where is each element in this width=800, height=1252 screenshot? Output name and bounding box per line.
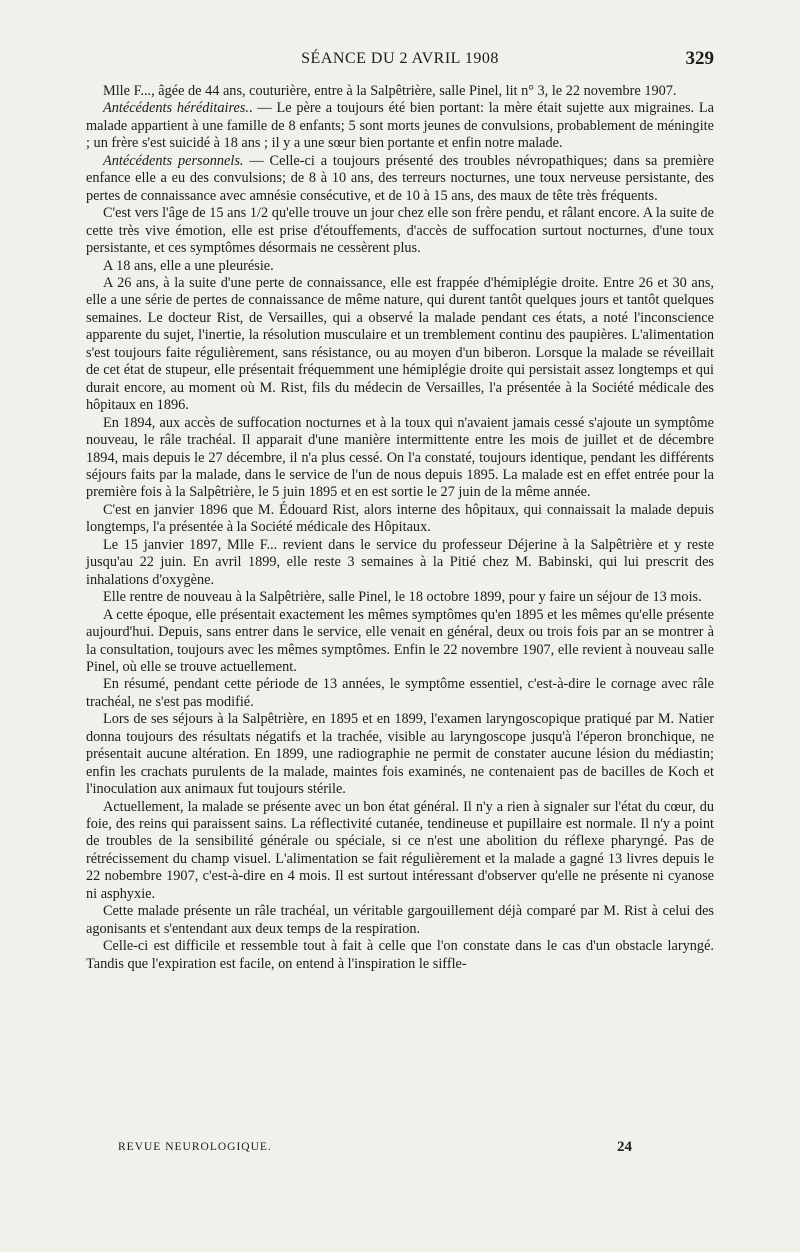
paragraph-text: A cette époque, elle présentait exactement les mêmes symptômes qu'en 1895 et les mêmes qu'elle présente aujourd'hui. Depuis, sans entrer dans le service, elle venait en général, deux ou trois fois par an se montrer à la consultation, toujours avec les mêmes symptômes. Enfin le 22 novembre 1907, elle revient à nouveau salle Pinel, où elle se trouve actuellement. xyxy=(86,606,714,675)
paragraph xyxy=(86,258,714,275)
section-lead: Antécédents héréditaires. xyxy=(103,100,250,117)
paragraph xyxy=(86,83,714,100)
running-head xyxy=(86,44,714,72)
paragraph-text: A 26 ans, à la suite d'une perte de connaissance, elle est frappée d'hémiplégie droite. Entre 26 et 30 ans, elle a une série de pertes de connaissance de même nature, qui durent tantôt quelques jours et tantôt quelques semaines. Le docteur Rist, de Versailles, qui a observé la malade pendant ces états, a noté l'inconscience apparente du sujet, l'inertie, la résolution musculaire et un tremblement continu des paupières. L'alimentation s'est toujours faite régulièrement, sans résistance, ou au moyen d'un biberon. Lorsque la malade se réveillait de cet état de stupeur, elle présentait fréquemment une hémiplégie droite qui persistait assez longtemps et qui durait encore, au moment où M. Rist, fils du médecin de Versailles, l'a présentée à la Société médicale des hôpitaux en 1896. xyxy=(86,274,714,414)
paragraph-text: C'est vers l'âge de 15 ans 1/2 qu'elle trouve un jour chez elle son frère pendu, et râlant encore. A la suite de cette très vive émotion, elle est prise d'étouffements, d'accès de suffocation surtout nocturnes, d'une toux persistante, et ces symptômes désormais ne cessèrent plus. xyxy=(86,205,714,257)
paragraph xyxy=(86,415,714,502)
paragraph xyxy=(86,676,714,711)
paragraph xyxy=(86,938,714,973)
paragraph xyxy=(86,711,714,798)
paragraph xyxy=(86,607,714,677)
journal-name: REVUE NEUROLOGIQUE. xyxy=(118,1141,272,1153)
paragraph-text: Cette malade présente un râle trachéal, un véritable gargouillement déjà comparé par M. Rist à celui des agonisants et s'entendant aux deux temps de la respiration. xyxy=(86,903,714,937)
paragraph xyxy=(86,589,714,606)
paragraph-text: Actuellement, la malade se présente avec un bon état général. Il n'y a rien à signaler sur l'état du cœur, du foie, des reins qui paraissent sains. La réflectivité cutanée, tendineuse et pupillaire est normale. Il n'y a point de troubles de la sensibilité générale ou spéciale, si ce n'est une abolition du réflexe pharyngé. Pas de rétrécissement du champ visuel. L'alimentation se fait régulièrement et la malade a gagné 13 livres depuis le 22 nobembre 1907, c'est-à-dire en 4 mois. Il est surtout intéressant d'observer qu'elle ne présente ni cyanose ni asphyxie. xyxy=(86,798,714,902)
article-body xyxy=(86,83,714,973)
paragraph-text: Celle-ci est difficile et ressemble tout à fait à celle que l'on constate dans le cas d'un obstacle laryngé. Tandis que l'expiration est facile, on entend à l'inspiration le siffle- xyxy=(86,938,714,972)
paragraph-text: C'est en janvier 1896 que M. Édouard Rist, alors interne des hôpitaux, qui connaissait la malade depuis longtemps, l'a présentée à la Société médicale des Hôpitaux. xyxy=(86,501,714,536)
paragraph xyxy=(86,903,714,938)
section-lead: Antécédents personnels. xyxy=(103,152,244,169)
paragraph-text: Lors de ses séjours à la Salpêtrière, en 1895 et en 1899, l'examen laryngoscopique pratiqué par M. Natier donna toujours des résultats négatifs et la trachée, visible au laryngoscope jusqu'à l'éperon bronchique, ne présentait aucune altération. En 1899, une radiographie ne permit de constater aucune lésion du médiastin; enfin les crachats purulents de la malade, maintes fois examinés, ne contenaient pas de bacilles de Koch et l'inoculation aux animaux fut toujours stérile. xyxy=(86,711,714,798)
page-number: 329 xyxy=(685,48,714,69)
paragraph-text: — Celle-ci a toujours présenté des troubles névropathiques; dans sa première enfance elle a eu des convulsions; de 8 à 10 ans, des terreurs nocturnes, une toux nerveuse persistante, des pertes de connaissance avec amnésie consécutive, et de 10 à 15 ans, des maux de tête très fréquents. xyxy=(86,152,714,204)
paragraph-text: En 1894, aux accès de suffocation nocturnes et à la toux qui n'avaient jamais cessé s'ajoute un symptôme nouveau, le râle trachéal. Il apparait d'une manière intermittente entre les mois de juillet et de décembre 1894, mais depuis le 27 décembre, il n'a plus cessé. On l'a constaté, toujours identique, pendant les différents séjours faits par la malade, dans le service de l'un de nous depuis 1895. La malade est en effet entrée pour la première fois à la Salpêtrière, le 5 juin 1895 et en est sortie le 27 juin de la même année. xyxy=(86,414,714,501)
paragraph xyxy=(86,799,714,904)
paragraph xyxy=(86,275,714,415)
signature-number: 24 xyxy=(617,1139,632,1155)
paragraph xyxy=(86,100,714,152)
running-title: SÉANCE DU 2 AVRIL 1908 xyxy=(301,50,499,67)
paragraph-text: A 18 ans, elle a une pleurésie. xyxy=(103,257,274,274)
paragraph-text: En résumé, pendant cette période de 13 années, le symptôme essentiel, c'est-à-dire le cornage avec râle trachéal, ne s'est pas modifié. xyxy=(86,676,714,710)
paragraph xyxy=(86,537,714,589)
paragraph-text: Elle rentre de nouveau à la Salpêtrière, salle Pinel, le 18 octobre 1899, pour y faire un séjour de 13 mois. xyxy=(103,589,702,606)
paragraph-text: . — Le père a toujours été bien portant: la mère était sujette aux migraines. La malade appartient à une famille de 8 enfants; 5 sont morts jeunes de convulsions, probablement de méningite ; un frère s'est suicidé à 18 ans ; il y a une sœur bien portante et enfin notre malade. xyxy=(86,100,714,152)
paragraph-text: Le 15 janvier 1897, Mlle F... revient dans le service du professeur Déjerine à la Salpêtrière et y reste jusqu'au 22 juin. En avril 1899, elle reste 3 semaines à la Pitié chez M. Babinski, qui lui prescrit des inhalations d'oxygène. xyxy=(86,536,714,588)
paragraph xyxy=(86,153,714,205)
paragraph xyxy=(86,205,714,257)
paragraph-text: Mlle F..., âgée de 44 ans, couturière, entre à la Salpêtrière, salle Pinel, lit n° 3, le 22 novembre 1907. xyxy=(103,83,677,99)
paragraph xyxy=(86,502,714,537)
running-foot xyxy=(118,1139,632,1161)
